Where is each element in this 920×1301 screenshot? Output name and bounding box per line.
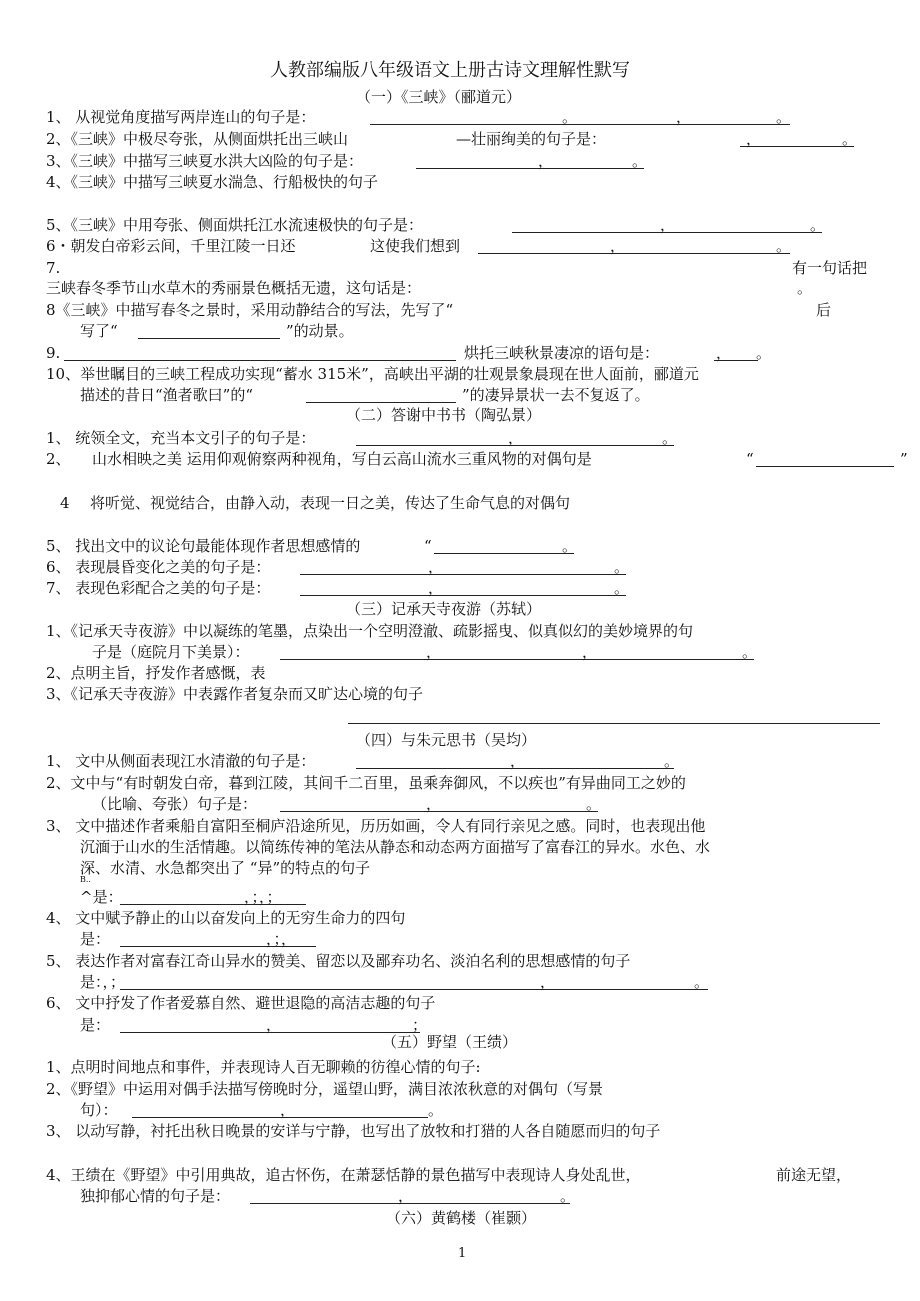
question-text: 1、 从视觉角度描写两岸连山的句子是： <box>46 108 316 126</box>
punct: ， <box>280 1101 296 1119</box>
punct: ， <box>660 216 676 234</box>
punct: ， <box>266 1016 282 1034</box>
question-text: 将听觉、视觉结合，由静入动，表现一日之美，传达了生命气息的对偶句 <box>90 494 571 512</box>
question-text: 前途无望， <box>776 1166 852 1184</box>
question-text: 7、 表现色彩配合之美的句子是： <box>46 579 271 597</box>
question-text: 5、《三峡》中用夸张、侧面烘托江水流速极快的句子是： <box>46 216 424 234</box>
punct: ， <box>510 752 526 770</box>
punct: “ <box>424 537 432 555</box>
punct: 。 <box>664 752 680 770</box>
question-text: 4、《三峡》中描写三峡夏水湍急、行船极快的句子 <box>46 173 379 191</box>
question-mark: B.. <box>80 875 91 884</box>
punct: ， <box>582 643 598 661</box>
answer-blank[interactable] <box>300 595 626 596</box>
question-text: 有一句话把 <box>792 259 868 277</box>
question-text: 2、《三峡》中极尽夸张，从侧面烘托出三峡山 <box>46 130 349 148</box>
answer-blank[interactable] <box>64 360 456 361</box>
question-text: 6、 表现晨昏变化之美的句子是： <box>46 558 271 576</box>
section-heading: （三）记承天寺夜游（苏轼） <box>346 600 542 618</box>
question-text: 沉湎于山水的生活情趣。以简练传神的笔法从静态和动态两方面描写了富春江的异水。水色、水 <box>80 838 711 856</box>
question-text: 3、《三峡》中描写三峡夏水洪大凶险的句子是： <box>46 152 364 170</box>
question-text: 后 <box>816 301 832 319</box>
question-text: 烘托三峡秋景凄凉的语句是： <box>464 344 660 362</box>
punct: 。 <box>797 279 813 297</box>
section-heading: （一）《三峡》（郦道元） <box>356 88 522 106</box>
punct: 。 <box>632 152 648 170</box>
punct: ， <box>540 973 556 991</box>
question-text: 5、 表达作者对富春江奇山异水的赞美、留恋以及鄙弃功名、淡泊名利的思想感情的句子 <box>46 952 631 970</box>
question-text: 1、《记承天寺夜游》中以凝练的笔墨，点染出一个空明澄澈、疏影摇曳、似真似幻的美妙境界的句 <box>46 622 694 640</box>
section-heading: （二）答谢中书书（陶弘景） <box>346 406 542 424</box>
question-text: 4、王绩在《野望》中引用典故，追古怀伤，在萧瑟恬静的景色描写中表现诗人身处乱世， <box>46 1166 641 1184</box>
answer-blank[interactable] <box>756 466 894 467</box>
punct: ， <box>426 643 442 661</box>
punct: 。 <box>586 795 602 813</box>
punct: “ <box>746 450 754 468</box>
question-text: 3、 文中描述作者乘船自富阳至桐庐沿途所见，历历如画，令人有同行亲见之感。同时，也表现出他 <box>46 817 706 835</box>
question-text: ”的动景。 <box>286 322 354 340</box>
question-text: —壮丽绚美的句子是： <box>456 130 607 148</box>
question-text: 2、文中与“有时朝发白帝，暮到江陵，其间千二百里，虽乘奔御风，不以疾也”有异曲同工之妙的 <box>46 774 686 792</box>
punct: 。 <box>614 579 630 597</box>
answer-blank[interactable] <box>306 402 456 403</box>
punct: ” <box>900 450 908 468</box>
question-text: 2、《野望》中运用对偶手法描写傍晚时分，遥望山野，满目浓浓秋意的对偶句（写景 <box>46 1080 604 1098</box>
punct: ，；， <box>266 930 297 948</box>
punct: ， <box>716 344 732 362</box>
punct: 。 <box>614 558 630 576</box>
question-text: 句）： <box>80 1101 118 1119</box>
question-text: 描述的昔日“渔者歌曰”的“ <box>80 386 254 404</box>
question-text: 1、 统领全文，充当本文引子的句子是： <box>46 429 316 447</box>
answer-blank[interactable] <box>478 253 790 254</box>
question-number: 2、 <box>46 450 71 468</box>
question-text: （比喻、夸张）句子是： <box>92 795 258 813</box>
punct: 。 <box>776 108 792 126</box>
punct: ， <box>428 558 444 576</box>
answer-blank[interactable] <box>370 124 790 125</box>
punct: 。 <box>810 216 826 234</box>
question-text: ”的凄异景状一去不复返了。 <box>462 386 650 404</box>
punct: ， <box>746 130 762 148</box>
answer-blank[interactable] <box>300 574 626 575</box>
question-number: 4 <box>60 494 70 512</box>
punct: ， <box>426 795 442 813</box>
page-title: 人教部编版八年级语文上册古诗文理解性默写 <box>270 60 630 81</box>
question-text: 3、 以动写静，衬托出秋日晚景的安详与宁静，也写出了放牧和打猎的人各自随愿而归的句子 <box>46 1122 661 1140</box>
page-number: 1 <box>458 1246 467 1261</box>
question-text: ^是： <box>80 888 123 906</box>
question-text: 是： <box>80 930 111 948</box>
question-text: 1、 文中从侧面表现江水清澈的句子是： <box>46 752 316 770</box>
punct: ， <box>398 1187 414 1205</box>
question-number: 7. <box>46 259 61 277</box>
question-text: 这使我们想到 <box>370 237 461 255</box>
question-text: 三峡春冬季节山水草木的秀丽景色概括无遗，这句话是： <box>46 279 422 297</box>
punct: 。 <box>662 429 678 447</box>
punct: 。 <box>560 1187 576 1205</box>
question-text: 是： <box>80 1016 111 1034</box>
question-text: 6・朝发白帝彩云间，千里江陵一日还 <box>46 237 296 255</box>
punct: 。 <box>562 108 578 126</box>
punct: 。 <box>742 643 758 661</box>
question-text: 子是（庭院月下美景）： <box>92 643 250 661</box>
question-text: 写了“ <box>80 322 118 340</box>
punct: 。 <box>694 973 710 991</box>
answer-blank[interactable] <box>280 659 754 660</box>
answer-blank[interactable] <box>120 989 708 990</box>
answer-blank[interactable] <box>434 553 574 554</box>
question-text: 4、 文中赋予静止的山以奋发向上的无穷生命力的四句 <box>46 909 406 927</box>
question-text: 10、举世瞩目的三峡工程成功实现“蓄水 315米”，高峡出平湖的壮观景象晨现在世人面前，郦道元 <box>46 365 699 383</box>
answer-blank[interactable] <box>416 168 644 169</box>
question-text: 6、 文中抒发了作者爱慕自然、避世退隐的高洁志趣的句子 <box>46 994 436 1012</box>
question-text: 5、 找出文中的议论句最能体现作者思想感情的 <box>46 537 361 555</box>
punct: 。 <box>428 1101 444 1119</box>
answer-blank[interactable] <box>138 338 280 339</box>
punct: 。 <box>776 237 792 255</box>
question-text: 独抑郁心情的句子是： <box>80 1187 231 1205</box>
punct: 。 <box>842 130 858 148</box>
punct: ， <box>610 237 626 255</box>
question-text: 8《三峡》中描写春冬之景时，采用动静结合的写法，先写了“ <box>46 301 454 319</box>
section-heading: （四）与朱元思书（吴均） <box>356 731 537 749</box>
punct: 。 <box>562 537 578 555</box>
punct: ； <box>412 1016 428 1034</box>
question-text: 1、点明时间地点和事件，并表现诗人百无聊赖的彷徨心情的句子: <box>46 1058 481 1076</box>
punct: ， <box>538 152 554 170</box>
answer-blank[interactable] <box>348 723 880 724</box>
question-text: 深、水清、水急都突出了 “异”的特点的句子 <box>80 859 371 877</box>
punct: ，；，； <box>244 888 282 906</box>
question-text: 2、点明主旨，抒发作者感慨，表 <box>46 664 266 682</box>
question-number: 9. <box>46 344 61 362</box>
question-text: 山水相映之美 运用仰观俯察两种视角，写白云高山流水三重风物的对偶句是 <box>92 450 592 468</box>
punct: ， <box>428 579 444 597</box>
punct: ， <box>676 108 692 126</box>
section-heading: （五）野望（王绩） <box>382 1033 518 1051</box>
question-text: 是：，； <box>80 973 126 991</box>
section-heading: （六）黄鹤楼（崔颢） <box>386 1209 537 1227</box>
punct: ， <box>508 429 524 447</box>
question-text: 3、《记承天寺夜游》中表露作者复杂而又旷达心境的句子 <box>46 685 424 703</box>
punct: 。 <box>756 344 772 362</box>
